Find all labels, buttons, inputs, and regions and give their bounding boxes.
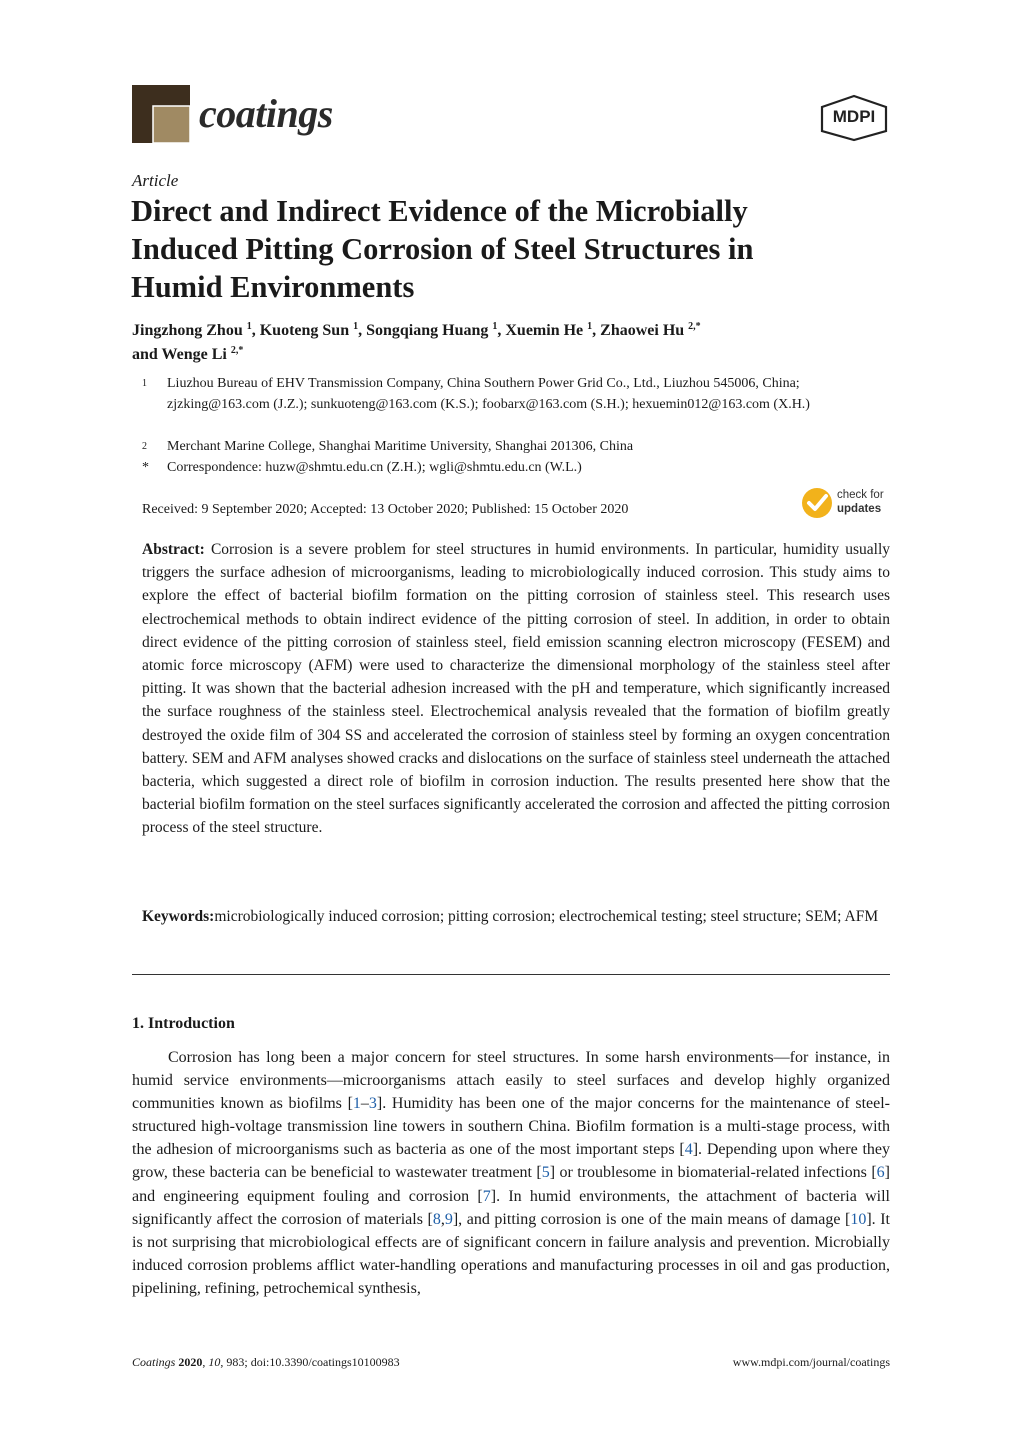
abstract-text: Corrosion is a severe problem for steel structures in humid environments. In particular, humidity usually triggers the surface adhesion of microorganisms, leading to microbiologically induced corrosion. This study aims to explore the effect of bacterial biofilm formation on the pitting corrosion of stainless steel. This research uses electrochemical methods to obtain indirect evidence of the pitting corrosion of steel. In addition, in order to obtain direct evidence of the pitting corrosion of stainless steel, field emission scanning electron microscopy (FESEM) and atomic force microscopy (AFM) were used to characterize the dimensional morphology of the stainless steel after pitting. It was shown that the bacterial adhesion increased with the pH and temperature, which significantly increased the surface roughness of the stainless steel. Electrochemical analysis revealed that the formation of biofilm greatly destroyed the oxide film of 304 SS and accelerated the corrosion of stainless steel by forming an oxygen concentration battery. SEM and AFM analyses showed cracks and dislocations on the surface of stainless steel underneath the attached bacteria, which suggested a direct role of biofilm in corrosion induction. The results presented here show that the bacterial biofilm formation on the steel surfaces significantly accelerated the corrosion and affected the pitting corrosion process of the steel structure.	[142, 541, 891, 837]
author-affiliation-sup: 1	[353, 321, 359, 332]
author-name[interactable]: Jingzhong Zhou	[132, 322, 247, 339]
section-divider	[132, 974, 890, 975]
affiliation-text: Liuzhou Bureau of EHV Transmission Company, China Southern Power Grid Co., Ltd., Liuzhou 545006, China; zjzking@163.com (J.Z.); sunkuoteng@163.com (K.S.); foobarx@163.com (S.H.); hexuemin012@163.com (X.H.)	[167, 376, 810, 412]
check-for-updates-badge[interactable]	[800, 486, 892, 522]
author-affiliation-sup: 1	[246, 321, 252, 332]
citation-link[interactable]: 6	[876, 1164, 885, 1182]
journal-url[interactable]: www.mdpi.com/journal/coatings	[732, 1355, 890, 1369]
abstract	[142, 538, 890, 840]
author-affiliation-sup: 2,*	[688, 321, 701, 332]
check-updates-icon	[800, 486, 834, 520]
footer-year: 2020	[178, 1355, 203, 1369]
footer-journal: Coatings	[132, 1355, 176, 1369]
citation-link[interactable]: 1	[352, 1095, 361, 1113]
citation-link[interactable]: 3	[368, 1095, 377, 1113]
keywords	[142, 905, 890, 928]
author-name[interactable]: Wenge Li	[161, 346, 231, 363]
journal-logo-mark	[132, 85, 190, 143]
affiliation-marker: 2	[142, 441, 147, 452]
citation-footer: Coatings 2020, 10, 983; doi:10.3390/coatings10100983	[132, 1355, 400, 1369]
author-name[interactable]: Songqiang Huang	[366, 322, 493, 339]
citation-link[interactable]: 8	[432, 1210, 441, 1228]
author-affiliation-sup: 2,*	[230, 345, 244, 356]
publication-dates: Received: 9 September 2020; Accepted: 13 October 2020; Published: 15 October 2020	[142, 502, 629, 517]
affiliation-marker: 1	[142, 378, 147, 389]
abstract-label: Abstract:	[142, 541, 205, 558]
journal-name: coatings	[199, 91, 333, 136]
check-updates-line2: updates	[837, 503, 882, 515]
author-affiliation-sup: 1	[587, 321, 593, 332]
author-name[interactable]: Xuemin He	[505, 322, 588, 339]
article-type: Article	[132, 171, 179, 190]
intro-paragraph: Corrosion has long been a major concern for steel structures. In some harsh environments—for instance, in humid service environments—microorganisms attach easily to steel surfaces and develop highly organized communities known as biofilms [1–3]. Humidity has been one of the major concerns for the maintenance of steel-structured high-voltage transmission line towers in southern China. Biofilm formation is a multi-stage process, with the adhesion of microorganisms such as bacteria as one of the most important steps [4]. Depending upon where they grow, these bacteria can be beneficial to wastewater treatment [5] or troublesome in biomaterial-related infections [6] and engineering equipment fouling and corrosion [7]. In humid environments, the attachment of bacteria will significantly affect the corrosion of materials [8,9], and pitting corrosion is one of the main means of damage [10]. It is not surprising that microbiological effects are of significant concern in failure analysis and prevention. Microbially induced corrosion problems afflict water-handling operations and manufacturing processes in oil and gas production, pipelining, refining, petrochemical synthesis,	[132, 1049, 891, 1297]
footer-article: 983	[226, 1355, 245, 1369]
citation-link[interactable]: 9	[444, 1210, 453, 1228]
affiliation-text: Merchant Marine College, Shanghai Maritime University, Shanghai 201306, China	[167, 439, 634, 454]
keywords-text: microbiologically induced corrosion; pitting corrosion; electrochemical testing; steel structure; SEM; AFM	[214, 908, 879, 925]
author-list: Jingzhong Zhou $^1$, Kuoteng Sun $^1$, Songqiang Huang $^1$, Xuemin He $^1$, Zhaowei Hu $^{2,*}$ and Wenge Li $^{2,*}$	[132, 321, 701, 363]
footer-doi[interactable]: doi:10.3390/coatings10100983	[250, 1355, 400, 1369]
section-heading: 1. Introduction	[132, 1015, 235, 1032]
keywords-label: Keywords:	[142, 908, 215, 925]
mdpi-logo[interactable]	[818, 94, 890, 142]
citation-link[interactable]: 10	[850, 1210, 867, 1228]
mdpi-label: MDPI	[832, 107, 876, 126]
paper-title: Direct and Indirect Evidence of the Microbially Induced Pitting Corrosion of Steel Structures in Humid Environments	[131, 194, 754, 304]
author-affiliation-sup: 1	[492, 321, 498, 332]
correspondence-marker: *	[142, 460, 149, 475]
author-name[interactable]: Kuoteng Sun	[259, 322, 354, 339]
citation-link[interactable]: 7	[482, 1187, 491, 1205]
citation-link[interactable]: 5	[541, 1164, 550, 1182]
citation-link[interactable]: 4	[684, 1141, 693, 1159]
footer-volume: 10	[208, 1355, 221, 1369]
check-updates-line1: check for	[837, 489, 884, 501]
correspondence-text: Correspondence: huzw@shmtu.edu.cn (Z.H.); wgli@shmtu.edu.cn (W.L.)	[167, 460, 582, 475]
author-name[interactable]: Zhaowei Hu	[600, 322, 689, 339]
